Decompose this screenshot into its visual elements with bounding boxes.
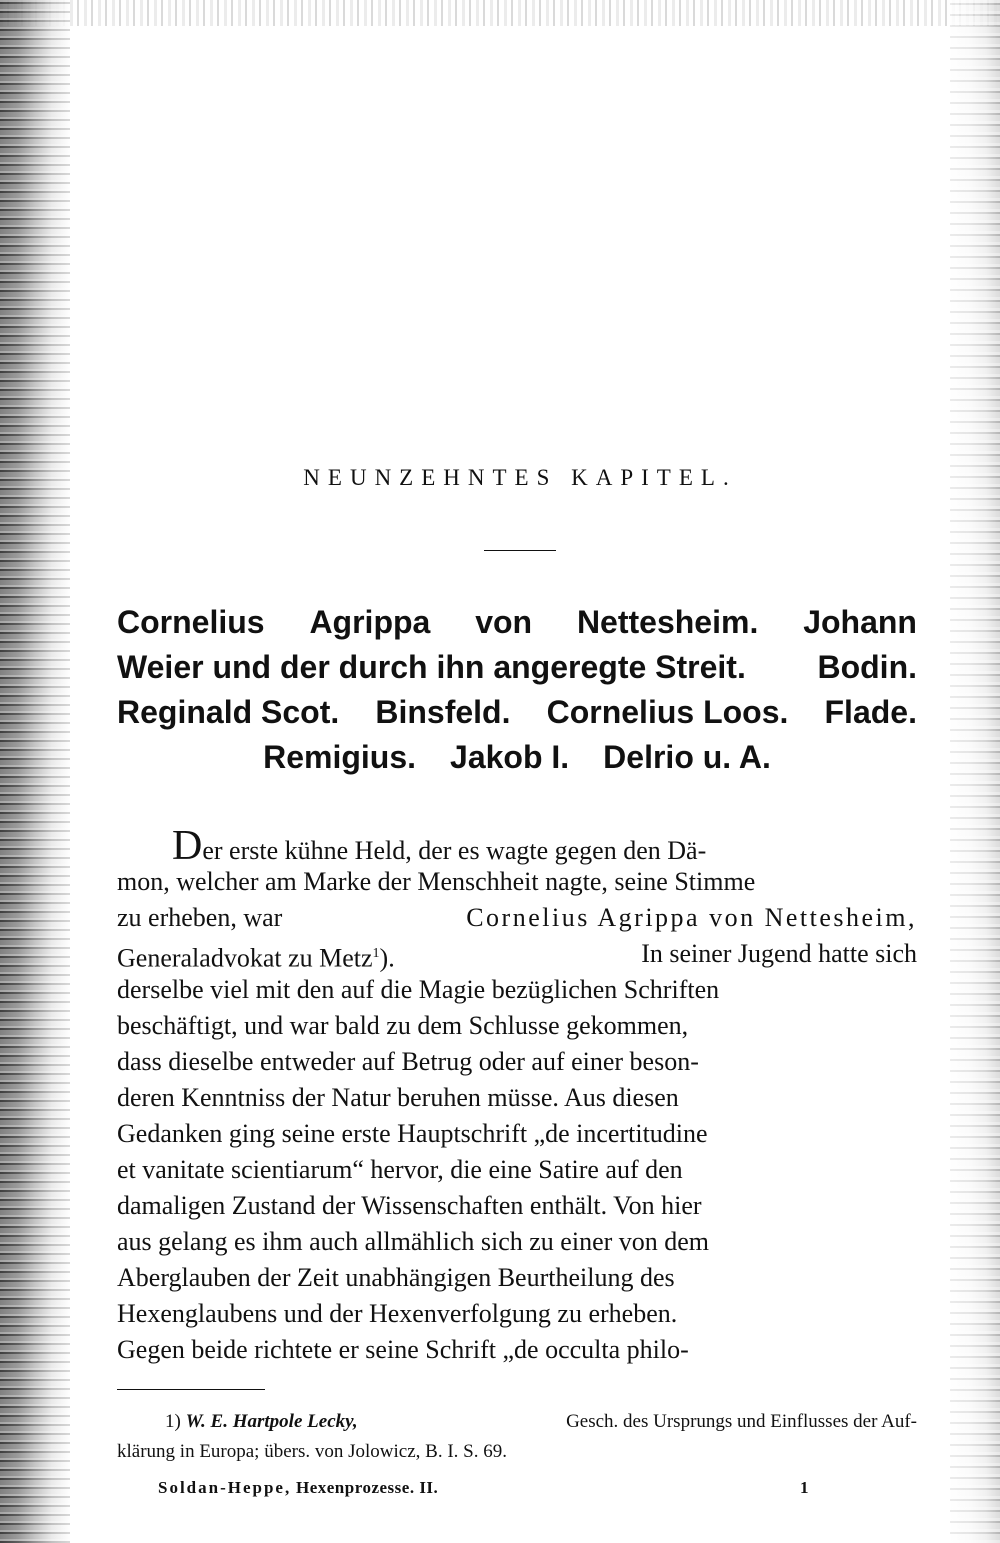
heading-word: von	[475, 604, 533, 640]
heading-phrase: Binsfeld.	[375, 694, 511, 730]
heading-phrase: Delrio u. A.	[603, 739, 771, 775]
heading-word: Nettesheim.	[576, 604, 759, 640]
body-line-post: ).	[379, 943, 395, 973]
footnote-text: Gesch. des Ursprungs und Einflusses der Auf-	[566, 1411, 917, 1432]
footnote	[117, 1407, 917, 1467]
scan-noise-left	[0, 0, 70, 1543]
heading-word: Cornelius	[117, 604, 265, 640]
sheet-number: 1	[800, 1478, 809, 1497]
heading-line	[117, 600, 917, 645]
person-name: Cornelius Agrippa von Nettesheim,	[466, 903, 917, 932]
body-line-text	[117, 936, 395, 972]
body-line: Hexenglaubens und der Hexenverfolgung zu erheben.	[117, 1299, 678, 1328]
footnote-ref[interactable]: 1	[372, 946, 380, 961]
footnote-marker: 1)	[165, 1411, 181, 1432]
heading-phrase: Cornelius Loos.	[546, 694, 789, 730]
chapter-title: NEUNZEHNTES KAPITEL.	[303, 465, 737, 490]
body-line: dass dieselbe entweder auf Betrug oder auf einer beson-	[117, 1047, 699, 1076]
signature-name: Soldan-Heppe,	[158, 1478, 292, 1497]
printer-signature	[158, 1478, 438, 1498]
body-paragraph	[117, 823, 917, 1368]
heading-line	[117, 735, 917, 780]
heading-phrase: Flade.	[824, 694, 917, 730]
heading-line	[117, 645, 917, 690]
title-divider	[484, 550, 556, 551]
signature-title: Hexenprozesse. II.	[295, 1478, 439, 1497]
heading-phrase: Bodin.	[817, 649, 917, 685]
body-line-text: zu erheben, war	[117, 903, 283, 932]
body-line: derselbe viel mit den auf die Magie bezüglichen Schriften	[117, 975, 720, 1004]
body-line: Gedanken ging seine erste Hauptschrift „de incertitudine	[117, 1119, 708, 1148]
body-line: deren Kenntniss der Natur beruhen müsse. Aus diesen	[117, 1083, 679, 1112]
body-line: et vanitate scientiarum“ hervor, die eine Satire auf den	[117, 1155, 683, 1184]
footnote-line: klärung in Europa; übers. von Jolowicz, B. I. S. 69.	[117, 1441, 507, 1462]
heading-phrase: Remigius.	[263, 739, 417, 775]
body-line	[117, 900, 917, 936]
heading-phrase: Jakob I.	[450, 739, 570, 775]
heading-phrase: Weier und der durch ihn angeregte Streit.	[117, 649, 746, 685]
footnote-line-start	[165, 1407, 358, 1437]
body-line: Gegen beide richtete er seine Schrift „de occulta philo-	[117, 1335, 689, 1364]
body-line: beschäftigt, und war bald zu dem Schlusse gekommen,	[117, 1011, 689, 1040]
body-line-pre: Generaladvokat zu Metz	[117, 943, 373, 973]
scan-noise-right	[950, 0, 1000, 1543]
body-line: mon, welcher am Marke der Menschheit nagte, seine Stimme	[117, 867, 756, 896]
footnote-line	[117, 1407, 917, 1437]
body-line	[117, 823, 917, 869]
body-line-text-rest: er erste kühne Held, der es wagte gegen den Dä-	[202, 836, 707, 865]
heading-word: Agrippa	[309, 604, 431, 640]
body-line: Aberglauben der Zeit unabhängigen Beurtheilung des	[117, 1263, 675, 1292]
drop-cap: D	[172, 823, 203, 869]
body-line-text: In seiner Jugend hatte sich	[641, 939, 917, 968]
heading-word: Johann	[803, 604, 917, 640]
heading-phrase: Reginald Scot.	[117, 694, 340, 730]
body-line	[117, 936, 917, 972]
body-line: damaligen Zustand der Wissenschaften enthält. Von hier	[117, 1191, 702, 1220]
body-line: aus gelang es ihm auch allmählich sich zu einer von dem	[117, 1227, 710, 1256]
heading-line	[117, 690, 917, 735]
footnote-divider	[117, 1389, 265, 1390]
body-line-text	[172, 823, 707, 869]
scan-edge-top	[0, 0, 1000, 26]
footnote-author: W. E. Hartpole Lecky,	[185, 1411, 358, 1432]
chapter-heading	[117, 600, 917, 780]
